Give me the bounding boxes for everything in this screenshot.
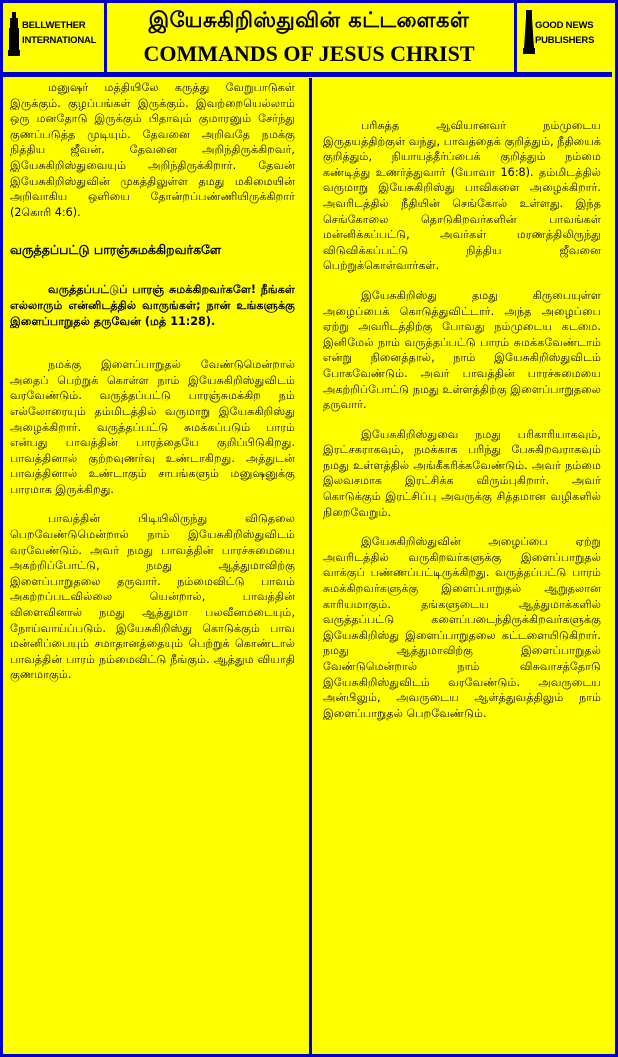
logo-right-line1: GOOD NEWS (535, 20, 594, 31)
bell-tower-icon (8, 12, 20, 56)
title-box (107, 0, 511, 72)
right-paragraph-4: இயேசுகிறிஸ்துவின் அழைப்பை ஏற்று அவரிடத்தில் வருகிறவர்களுக்கு இளைப்பாறுதல் வாக்குப் பண்ணப்பட்டிருக்கிறது. வருத்தப்பட்டு பாரம் சுமக்கிறவர்களுக்கு இளைப்பாறுதல் ஆறுதலான காரியமாகும். தங்களுடைய ஆத்துமாக்களில் வருத்தப்பட்டு களைப்படைந்திருக்கிறவர்களுக்கு இயேசுகிறிஸ்து இளைப்பாறுதலை கட்டளையிடுகிறார். நமது ஆத்துமாவிற்கு இளைப்பாறுதல் வேண்டுமென்றால் நாம் விசுவாசத்தோடு இயேசுகிறிஸ்துவிடம் வரவேண்டும். அவருடைய அன்பிலும், அவருடைய ஆள்த்துவத்திலும் நாம் இளைப்பாறுதல் பெறவேண்டும். (323, 535, 601, 720)
logo-bellwether (0, 0, 107, 72)
column-divider (309, 78, 312, 1054)
logo-right-text (535, 18, 594, 48)
section-heading: வருத்தப்பட்டு பாரஞ்சுமக்கிறவர்களே (10, 242, 222, 258)
page-title-english: COMMANDS OF JESUS CHRIST (143, 41, 475, 66)
lighthouse-icon (523, 10, 535, 54)
scripture-verse: வருத்தப்பட்டுப் பாரஞ் சுமக்கிறவர்களே! நீங்கள் எல்லாரும் என்னிடத்தில் வாருங்கள்; நான் உங்களுக்கு இளைப்பாறுதல் தருவேன் (மத் 11:28). (10, 283, 295, 328)
right-column (323, 80, 601, 1048)
logo-right-line2: PUBLISHERS (535, 35, 595, 46)
left-column (10, 80, 295, 1048)
intro-paragraph: மனுஷர் மத்தியிலே கருத்து வேறுபாடுகள் இருக்கும். குழப்பங்கள் இருக்கும். இவற்றையெல்லாம் ஒரு மனதோடு இருக்கும் பிதாவும் குமாரனும் சேர்ந்து குணப்படுத்த முடியும். தேவனை அறிவதே நமக்கு நித்திய ஜீவன். தேவனை அறிந்திருக்கிறவர், இயேசுகிறிஸ்துவையும் அறிந்திருக்கிறார். தேவன் இயேசுகிறிஸ்துவின் முகத்திலுள்ள தமது மகிமையின் அறிவாகிய ஒளியை தோன்றப்பண்ணியிருக்கிறார் (2கொரி 4:6). (10, 81, 295, 219)
logo-left-line1: BELLWETHER (22, 20, 86, 31)
page-title-tamil: இயேசுகிறிஸ்துவின் கட்டளைகள் (148, 8, 470, 32)
header-divider (0, 72, 612, 77)
right-paragraph-3: இயேசுகிறிஸ்துவை நமது பரிகாரியாகவும், இரட்சகராகவும், நமக்காக பரிந்து பேசுகிறவராகவும் நமது உள்ளத்தில் அங்கீகரிக்கவேண்டும். அவர் நம்மை இலவசமாக இரட்சிக்க விரும்புகிறார். அவர் கொடுக்கும் இரட்சிப்பு அவருக்கு சித்தமான வழிகளில் நிறைவேறும். (323, 427, 601, 519)
left-paragraph-1: நமக்கு இளைப்பாறுதல் வேண்டுமென்றால் அதைப் பெற்றுக் கொள்ள நாம் இயேசுகிறிஸ்துவிடம் வரவேண்டும். வருத்தப்பட்டு பாரஞ்சுமக்கிற நம் எல்லோரையும் தம்மிடத்தில் வருமாறு இயேசுகிறிஸ்து அழைக்கிறார். வருத்தப்பட்டு சுமக்கப்படும் பாரம் என்பது பாவத்தின் பாரத்தையே குறிப்பிடுகிறது. பாவத்தினால் குற்றவுணர்வு உண்டாகிறது. அத்துடன் பாவத்தினால் உண்டாகும் சாபங்களும் மனுஷனுக்கு பாரமாக இருக்கிறது. (10, 358, 295, 496)
right-paragraph-1: பரிசுத்த ஆவியானவர் நம்முடைய இருதயத்திற்குள் வந்து, பாவத்தைக் குறித்தும், நீதியைக் குறித்தும், நியாயத்தீர்ப்பைக் குறித்தும் நம்மை கண்டித்து உணர்த்துவார் (யோவா 16:8). தம்மிடத்தில் வருமாறு இயேசுகிறிஸ்து பாவிகளை அழைக்கிறார். அவரிடத்தில் நீதியின் செங்கோல் உள்ளது. இந்த செங்கோலை தொடுகிறவர்களின் பாவங்கள் மன்னிக்கப்பட்டு, அவர்கள் மரணத்திலிருந்து விடுவிக்கப்பட்டு நித்திய ஜீவனை பெற்றுக்கொள்வார்கள். (323, 119, 601, 273)
logo-left-text (22, 18, 96, 48)
logo-good-news (514, 0, 615, 72)
logo-left-line2: INTERNATIONAL (22, 35, 97, 46)
right-paragraph-2: இயேசுகிறிஸ்து தமது கிருபையுள்ள அழைப்பைக் கொடுத்துவிட்டார். அந்த அழைப்பை ஏற்று அவரிடத்திற்கு போவது நம்முடைய கடமை. இனிமேல் நாம் வருத்தப்பட்டு பாரம் சுமக்கவேண்டாம் என்று நினைத்தால், நாம் இயேசுகிறிஸ்துவிடம் போகவேண்டும். அவர் பாவத்தின் பாரச்சுமையை அகற்றிப்போட்டு நமது உள்ளத்திற்கு இளைப்பாறுதலை தருவார். (323, 288, 601, 412)
left-paragraph-2: பாவத்தின் பிடியிலிருந்து விடுதலை பெறவேண்டுமென்றால் நாம் இயேசுகிறிஸ்துவிடம் வரவேண்டும். அவர் நமது பாவத்தின் பாரச்சுமையை அகற்றிப்போட்டு, நமது ஆத்துமாவிற்கு இளைப்பாறுதலை தருவார். நம்மைவிட்டு பாவம் அகற்றப்படவில்லை யென்றால், பாவத்தின் விளைவினால் நமது ஆத்துமா பலவீனமடையும், நோய்வாய்ப்படும். இயேசுகிறிஸ்து கொடுக்கும் பாவ மன்னிப்பையும் சமாதானத்தையும் பெற்றுக் கொண்டால் பாவத்தின் பாரம் நம்மைவிட்டு நீங்கும். ஆத்தும வியாதி குணமாகும். (10, 512, 295, 682)
header (0, 0, 612, 78)
